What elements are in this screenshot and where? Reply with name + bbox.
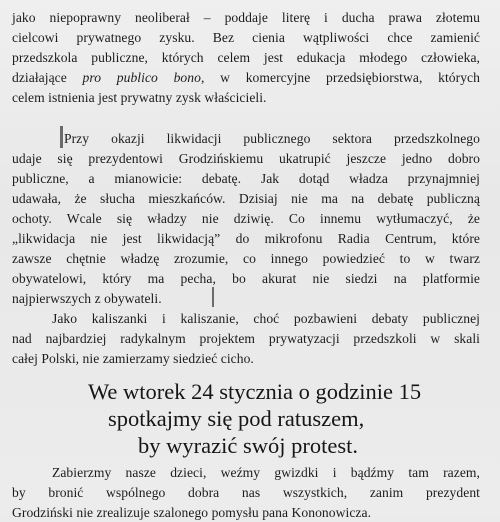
headline-line: spotkajmy się pod ratuszem, (108, 406, 365, 431)
text-cursor-mark (60, 126, 63, 148)
text-line: przedszkola publiczne, których celem jest edukacja młodego człowieka, (12, 50, 480, 65)
text-cursor-mark (212, 287, 214, 307)
text-line: cielcowi prywatnego zysku. Bez cienia wątpliwości chce zamienić (12, 30, 480, 45)
text-fragment: działające (12, 70, 83, 85)
text-line: Grodziński nie zrealizuje szalonego pomysłu pana Kononowicza. (12, 505, 372, 520)
text-line: publiczne, a mianowicie: debatę. Jak dotąd władza przynajmniej (12, 171, 480, 186)
text-line: by bronić wspólnego dobra nas wszystkich, zanim prezydent (12, 485, 480, 500)
text-line: zawsze chętnie władzę zrozumie, co innego powiedzieć to w twarz (12, 251, 480, 266)
text-line: „likwidacja nie jest likwidacją” do mikrofonu Radia Centrum, które (12, 231, 480, 246)
text-line-mixed (12, 68, 480, 87)
text-line: Jako kaliszanki i kaliszanie, choć pozbawieni debaty publicznej (52, 311, 480, 326)
text-line: obywatelowi, który ma pecha, bo akurat nie siedzi na platformie (12, 271, 480, 286)
text-line: udaje się prezydentowi Grodzińskiemu ukatrupić jeszcze jedno dobro (12, 151, 480, 166)
text-line: jako niepoprawny neoliberał – poddaje literę i ducha prawa złotemu (12, 10, 480, 25)
headline-line: by wyrazić swój protest. (138, 433, 358, 458)
text-line: udawała, że słucha mieszkańców. Dzisiaj nie ma na debatę publiczną (12, 191, 480, 206)
text-line: celem istnienia jest prywatny zysk właścicieli. (12, 90, 267, 105)
latin-phrase: pro publico bono (82, 70, 201, 85)
text-line: Przy okazji likwidacji publicznego sektora przedszkolnego (64, 131, 480, 146)
text-line: Zabierzmy nasze dzieci, weźmy gwizdki i bądźmy tam razem, (52, 465, 480, 480)
text-line: całej Polski, nie zamierzamy siedzieć cicho. (12, 351, 254, 366)
text-line: nad najbardziej radykalnym projektem prywatyzacji przedszkoli w skali (12, 331, 480, 346)
headline-line: We wtorek 24 stycznia o godzinie 15 (88, 379, 422, 404)
text-line: ochoty. Wcale się władzy nie dziwię. Co innemu wytłumaczyć, że (12, 211, 480, 226)
text-line: najpierwszych z obywateli. (12, 291, 162, 306)
text-fragment: , w komercyjne przedsiębiorstwa, których (200, 70, 480, 85)
